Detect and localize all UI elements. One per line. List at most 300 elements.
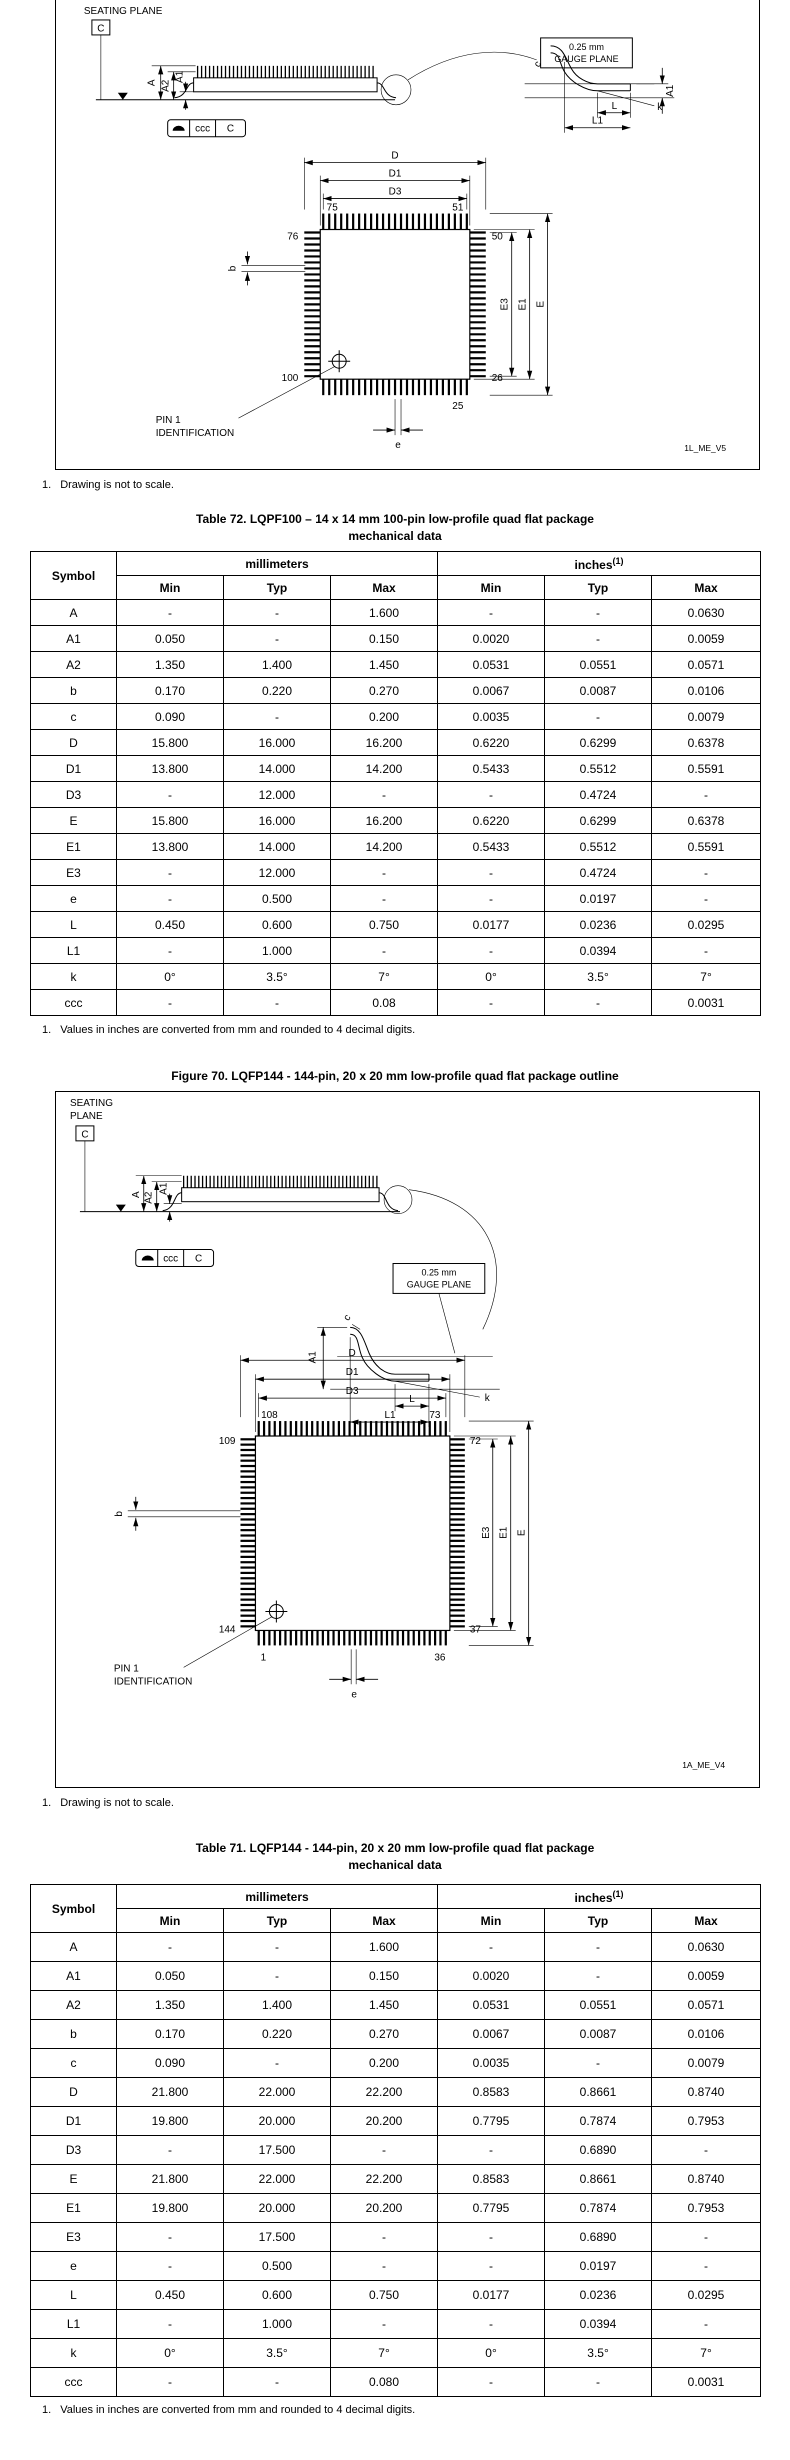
note-number: 1. bbox=[42, 479, 52, 491]
figure70-note bbox=[42, 1797, 174, 1809]
top-view bbox=[156, 151, 553, 451]
symbol-cell: b bbox=[31, 2020, 117, 2049]
dim-l1-label: L1 bbox=[384, 1410, 396, 1422]
dim-k-label: k bbox=[484, 1393, 490, 1405]
dim-d3-label: D3 bbox=[388, 186, 402, 198]
value-cell: 15.800 bbox=[117, 808, 224, 834]
top-leads bbox=[323, 214, 467, 230]
value-cell: - bbox=[117, 782, 224, 808]
lead-detail bbox=[525, 38, 677, 133]
table-row bbox=[31, 1933, 761, 1962]
symbol-cell: L1 bbox=[31, 938, 117, 964]
pin1-identification-line1: PIN 1 bbox=[155, 415, 181, 427]
value-cell: - bbox=[438, 2223, 545, 2252]
value-cell: 19.800 bbox=[117, 2107, 224, 2136]
value-cell: 0.0295 bbox=[652, 912, 761, 938]
value-cell: 17.500 bbox=[224, 2136, 331, 2165]
dim-e-label: E bbox=[535, 301, 547, 308]
value-cell: - bbox=[438, 990, 545, 1016]
value-cell: 1.000 bbox=[224, 938, 331, 964]
value-cell: - bbox=[224, 1962, 331, 1991]
value-cell: 7° bbox=[331, 2339, 438, 2368]
column-header-millimeters: millimeters bbox=[117, 1885, 438, 1909]
symbol-cell: D1 bbox=[31, 756, 117, 782]
column-header-symbol: Symbol bbox=[31, 552, 117, 600]
table-row bbox=[31, 2223, 761, 2252]
value-cell: 0.7953 bbox=[652, 2107, 761, 2136]
pin-number-1: 1 bbox=[260, 1652, 267, 1664]
table71-title-line2: mechanical data bbox=[348, 1858, 442, 1872]
table-row bbox=[31, 704, 761, 730]
value-cell: 7° bbox=[652, 964, 761, 990]
dim-a1-label: A1 bbox=[174, 70, 186, 83]
value-cell: - bbox=[545, 2368, 652, 2397]
value-cell: 0.0551 bbox=[545, 652, 652, 678]
value-cell: 0° bbox=[117, 2339, 224, 2368]
dim-d-label: D bbox=[348, 1348, 356, 1360]
table71-footnote bbox=[42, 2404, 415, 2416]
value-cell: 22.200 bbox=[331, 2078, 438, 2107]
table-row bbox=[31, 2020, 761, 2049]
table-row bbox=[31, 2368, 761, 2397]
value-cell: 0.0079 bbox=[652, 2049, 761, 2078]
symbol-cell: D3 bbox=[31, 782, 117, 808]
value-cell: 0.500 bbox=[224, 886, 331, 912]
value-cell: 0.8740 bbox=[652, 2078, 761, 2107]
flatness-callout bbox=[168, 120, 246, 137]
seating-plane-label: SEATING PLANE bbox=[83, 5, 163, 17]
symbol-cell: D3 bbox=[31, 2136, 117, 2165]
dim-l1-label: L1 bbox=[591, 115, 604, 127]
value-cell: 0.600 bbox=[224, 2281, 331, 2310]
value-cell: - bbox=[652, 2223, 761, 2252]
value-cell: 21.800 bbox=[117, 2165, 224, 2194]
figure70-title: Figure 70. LQFP144 - 144-pin, 20 x 20 mm low-profile quad flat package outline bbox=[171, 1069, 619, 1083]
flatness-callout bbox=[136, 1250, 214, 1267]
pin-number-36: 36 bbox=[434, 1652, 446, 1664]
dim-a1-detail-label: A1 bbox=[307, 1351, 319, 1364]
lqfp144-outline-drawing bbox=[56, 1092, 759, 1787]
column-header-inches: inches$^{(1)}$ bbox=[438, 1885, 761, 1909]
pin1-identification-line2: IDENTIFICATION bbox=[155, 428, 235, 440]
symbol-cell: D bbox=[31, 730, 117, 756]
dim-b-label: b bbox=[113, 1511, 125, 1517]
table71-title-line1: Table 71. LQFP144 - 144-pin, 20 x 20 mm low-profile quad flat package bbox=[195, 1841, 595, 1855]
value-cell: 0.08 bbox=[331, 990, 438, 1016]
dim-e-pitch-label: e bbox=[395, 440, 401, 452]
value-cell: 16.200 bbox=[331, 808, 438, 834]
table-row bbox=[31, 2165, 761, 2194]
value-cell: 22.200 bbox=[331, 2165, 438, 2194]
value-cell: 0.150 bbox=[331, 1962, 438, 1991]
value-cell: 0.170 bbox=[117, 678, 224, 704]
value-cell: - bbox=[117, 990, 224, 1016]
value-cell: 0.6299 bbox=[545, 730, 652, 756]
table-row bbox=[31, 782, 761, 808]
value-cell: 0.150 bbox=[331, 626, 438, 652]
column-header-min-in: Min bbox=[438, 1909, 545, 1933]
table-row bbox=[31, 912, 761, 938]
value-cell: 0.080 bbox=[331, 2368, 438, 2397]
value-cell: 0.6890 bbox=[545, 2136, 652, 2165]
value-cell: 0.0087 bbox=[545, 2020, 652, 2049]
value-cell: - bbox=[117, 2252, 224, 2281]
ccc-datum-label: C bbox=[194, 1253, 203, 1265]
value-cell: - bbox=[652, 782, 761, 808]
bottom-leads bbox=[259, 1630, 446, 1645]
value-cell: - bbox=[545, 2049, 652, 2078]
value-cell: - bbox=[652, 2252, 761, 2281]
value-cell: 1.400 bbox=[224, 1991, 331, 2020]
top-view bbox=[114, 1348, 534, 1700]
value-cell: - bbox=[438, 2368, 545, 2397]
table-row bbox=[31, 860, 761, 886]
value-cell: 0° bbox=[438, 2339, 545, 2368]
value-cell: - bbox=[545, 704, 652, 730]
symbol-cell: b bbox=[31, 678, 117, 704]
value-cell: 0.0236 bbox=[545, 2281, 652, 2310]
dim-e3-label: E3 bbox=[480, 1526, 492, 1539]
symbol-cell: A bbox=[31, 1933, 117, 1962]
value-cell: 0.200 bbox=[331, 704, 438, 730]
drawing-id: 1A_ME_V4 bbox=[682, 1760, 726, 1771]
column-header-typ-mm: Typ bbox=[224, 1909, 331, 1933]
value-cell: - bbox=[438, 1933, 545, 1962]
table-row bbox=[31, 2078, 761, 2107]
value-cell: 1.350 bbox=[117, 1991, 224, 2020]
value-cell: - bbox=[117, 2310, 224, 2339]
value-cell: 0.5433 bbox=[438, 834, 545, 860]
value-cell: - bbox=[117, 860, 224, 886]
detail-callout-circle bbox=[381, 75, 411, 105]
value-cell: - bbox=[224, 704, 331, 730]
value-cell: 0.0067 bbox=[438, 2020, 545, 2049]
value-cell: - bbox=[331, 860, 438, 886]
package-body-top bbox=[255, 1436, 449, 1630]
value-cell: - bbox=[224, 2368, 331, 2397]
lqfp144-figure-frame bbox=[55, 1091, 760, 1788]
dim-d1-label: D1 bbox=[345, 1367, 359, 1379]
pin-number-73: 73 bbox=[429, 1410, 441, 1422]
value-cell: 0.600 bbox=[224, 912, 331, 938]
symbol-cell: L bbox=[31, 2281, 117, 2310]
pin-number-76: 76 bbox=[287, 231, 299, 243]
table-row bbox=[31, 886, 761, 912]
value-cell: - bbox=[224, 600, 331, 626]
value-cell: 0.0197 bbox=[545, 886, 652, 912]
package-body-top bbox=[320, 230, 470, 380]
value-cell: - bbox=[331, 2252, 438, 2281]
table-row bbox=[31, 1991, 761, 2020]
value-cell: 16.000 bbox=[224, 730, 331, 756]
dim-l-label: L bbox=[409, 1394, 415, 1406]
right-leads bbox=[470, 233, 486, 377]
value-cell: - bbox=[652, 938, 761, 964]
dim-d1-label: D1 bbox=[388, 168, 402, 180]
dim-a-label: A bbox=[146, 79, 158, 87]
column-header-min-mm: Min bbox=[117, 576, 224, 600]
gauge-plane-label: GAUGE PLANE bbox=[554, 53, 619, 64]
footnote-text: Values in inches are converted from mm and rounded to 4 decimal digits. bbox=[60, 2404, 416, 2416]
table-row bbox=[31, 938, 761, 964]
column-header-inches: inches$^{(1)}$ bbox=[438, 552, 761, 576]
value-cell: 0.0067 bbox=[438, 678, 545, 704]
symbol-cell: E bbox=[31, 808, 117, 834]
table72-footnote bbox=[42, 1024, 415, 1036]
dim-l-label: L bbox=[611, 100, 618, 112]
symbol-cell: A2 bbox=[31, 652, 117, 678]
value-cell: - bbox=[438, 2136, 545, 2165]
value-cell: - bbox=[652, 2136, 761, 2165]
value-cell: 12.000 bbox=[224, 782, 331, 808]
value-cell: 0.7795 bbox=[438, 2194, 545, 2223]
symbol-cell: A2 bbox=[31, 1991, 117, 2020]
value-cell: 0° bbox=[438, 964, 545, 990]
drawing-id: 1L_ME_V5 bbox=[684, 443, 727, 454]
symbol-cell: ccc bbox=[31, 2368, 117, 2397]
symbol-cell: E bbox=[31, 2165, 117, 2194]
table-row bbox=[31, 2107, 761, 2136]
ccc-datum-label: C bbox=[226, 123, 235, 135]
value-cell: - bbox=[652, 860, 761, 886]
side-view-leads bbox=[184, 1176, 377, 1188]
value-cell: 0.0236 bbox=[545, 912, 652, 938]
value-cell: - bbox=[224, 990, 331, 1016]
seating-plane-symbol-icon bbox=[173, 126, 185, 131]
value-cell: 0.750 bbox=[331, 912, 438, 938]
gauge-plane-offset: 0.25 mm bbox=[569, 41, 604, 52]
pin-number-51: 51 bbox=[452, 202, 464, 214]
lqfp100-mechanical-data-table bbox=[30, 551, 761, 1016]
value-cell: 0.0020 bbox=[438, 1962, 545, 1991]
value-cell: 3.5° bbox=[224, 2339, 331, 2368]
table71-title bbox=[30, 1840, 760, 1874]
table-row bbox=[31, 2252, 761, 2281]
value-cell: 0.0059 bbox=[652, 626, 761, 652]
lead-detail bbox=[307, 1264, 499, 1428]
table-row bbox=[31, 2049, 761, 2078]
table72-title-line1: Table 72. LQPF100 – 14 x 14 mm 100-pin low-profile quad flat package bbox=[196, 512, 594, 526]
dim-b-label: b bbox=[227, 265, 239, 272]
value-cell: 0° bbox=[117, 964, 224, 990]
value-cell: 1.400 bbox=[224, 652, 331, 678]
value-cell: 0.0177 bbox=[438, 912, 545, 938]
value-cell: 3.5° bbox=[224, 964, 331, 990]
value-cell: 0.8583 bbox=[438, 2078, 545, 2107]
value-cell: 1.450 bbox=[331, 1991, 438, 2020]
footnote-number: 1. bbox=[42, 1024, 52, 1036]
value-cell: - bbox=[331, 938, 438, 964]
value-cell: - bbox=[438, 860, 545, 886]
pin-number-50: 50 bbox=[491, 231, 503, 243]
value-cell: 0.6890 bbox=[545, 2223, 652, 2252]
value-cell: 0.6220 bbox=[438, 808, 545, 834]
table-row bbox=[31, 834, 761, 860]
symbol-cell: E3 bbox=[31, 2223, 117, 2252]
symbol-cell: c bbox=[31, 2049, 117, 2078]
value-cell: 12.000 bbox=[224, 860, 331, 886]
table72-title-line2: mechanical data bbox=[348, 529, 442, 543]
top-leads bbox=[259, 1421, 446, 1436]
value-cell: 0.750 bbox=[331, 2281, 438, 2310]
value-cell: - bbox=[331, 2136, 438, 2165]
table-row bbox=[31, 2281, 761, 2310]
value-cell: 0.0295 bbox=[652, 2281, 761, 2310]
symbol-cell: k bbox=[31, 964, 117, 990]
value-cell: - bbox=[331, 2310, 438, 2339]
value-cell: - bbox=[545, 600, 652, 626]
symbol-cell: D1 bbox=[31, 2107, 117, 2136]
value-cell: - bbox=[652, 2310, 761, 2339]
value-cell: 0.0571 bbox=[652, 652, 761, 678]
value-cell: - bbox=[331, 2223, 438, 2252]
datum-c-label: C bbox=[97, 23, 105, 35]
table-row bbox=[31, 652, 761, 678]
value-cell: 20.200 bbox=[331, 2107, 438, 2136]
symbol-cell: E1 bbox=[31, 834, 117, 860]
column-header-max-mm: Max bbox=[331, 1909, 438, 1933]
table-row bbox=[31, 1962, 761, 1991]
note-number: 1. bbox=[42, 1797, 52, 1809]
note-text: Drawing is not to scale. bbox=[60, 479, 174, 491]
value-cell: 0.0394 bbox=[545, 2310, 652, 2339]
value-cell: 7° bbox=[652, 2339, 761, 2368]
value-cell: - bbox=[117, 600, 224, 626]
value-cell: 0.0630 bbox=[652, 1933, 761, 1962]
dim-a1-label: A1 bbox=[158, 1182, 170, 1195]
value-cell: 0.0031 bbox=[652, 990, 761, 1016]
pin1-identification-line2: IDENTIFICATION bbox=[113, 1676, 193, 1688]
table-row bbox=[31, 2194, 761, 2223]
value-cell: - bbox=[117, 886, 224, 912]
dim-e-label: E bbox=[516, 1529, 528, 1537]
value-cell: 0.0197 bbox=[545, 2252, 652, 2281]
pin-number-26: 26 bbox=[491, 373, 503, 385]
value-cell: 15.800 bbox=[117, 730, 224, 756]
value-cell: 16.000 bbox=[224, 808, 331, 834]
value-cell: 0.170 bbox=[117, 2020, 224, 2049]
seating-plane-symbol-icon bbox=[142, 1256, 154, 1261]
value-cell: 14.200 bbox=[331, 756, 438, 782]
value-cell: - bbox=[545, 990, 652, 1016]
symbol-cell: k bbox=[31, 2339, 117, 2368]
value-cell: 0.0531 bbox=[438, 1991, 545, 2020]
seating-plane-label-line2: PLANE bbox=[69, 1110, 103, 1122]
figure-note bbox=[42, 479, 174, 491]
table-row bbox=[31, 2310, 761, 2339]
column-header-symbol: Symbol bbox=[31, 1885, 117, 1933]
value-cell: 0.8740 bbox=[652, 2165, 761, 2194]
value-cell: 0.0571 bbox=[652, 1991, 761, 2020]
header-row-groups bbox=[31, 1885, 761, 1909]
dim-c-label: c bbox=[532, 59, 544, 70]
value-cell: 0.0177 bbox=[438, 2281, 545, 2310]
column-header-max-in: Max bbox=[652, 576, 761, 600]
package-body-side bbox=[182, 1188, 379, 1202]
header-row-groups bbox=[31, 552, 761, 576]
datum-triangle-icon bbox=[118, 93, 128, 100]
left-leads bbox=[304, 233, 320, 377]
value-cell: 3.5° bbox=[545, 964, 652, 990]
value-cell: 0.0035 bbox=[438, 704, 545, 730]
side-view bbox=[84, 6, 537, 110]
value-cell: - bbox=[438, 2252, 545, 2281]
value-cell: 0.0035 bbox=[438, 2049, 545, 2078]
lqfp100-figure-frame bbox=[55, 0, 760, 470]
ccc-tolerance-label: ccc bbox=[163, 1253, 179, 1265]
symbol-cell: E3 bbox=[31, 860, 117, 886]
value-cell: 20.000 bbox=[224, 2194, 331, 2223]
column-header-millimeters: millimeters bbox=[117, 552, 438, 576]
symbol-cell: L1 bbox=[31, 2310, 117, 2339]
value-cell: 1.450 bbox=[331, 652, 438, 678]
table-row bbox=[31, 2136, 761, 2165]
ccc-tolerance-label: ccc bbox=[195, 123, 211, 135]
value-cell: 0.5591 bbox=[652, 756, 761, 782]
dim-e1-label: E1 bbox=[498, 1526, 510, 1539]
value-cell: 22.000 bbox=[224, 2078, 331, 2107]
value-cell: - bbox=[224, 1933, 331, 1962]
pin-number-75: 75 bbox=[326, 202, 338, 214]
value-cell: 0.270 bbox=[331, 678, 438, 704]
value-cell: - bbox=[438, 938, 545, 964]
pin-number-109: 109 bbox=[218, 1435, 236, 1447]
value-cell: 0.220 bbox=[224, 678, 331, 704]
value-cell: 0.0087 bbox=[545, 678, 652, 704]
value-cell: 0.220 bbox=[224, 2020, 331, 2049]
column-header-typ-in: Typ bbox=[545, 576, 652, 600]
value-cell: 0.090 bbox=[117, 704, 224, 730]
value-cell: 0.0630 bbox=[652, 600, 761, 626]
value-cell: 0.050 bbox=[117, 626, 224, 652]
value-cell: - bbox=[224, 626, 331, 652]
footnote-text: Values in inches are converted from mm and rounded to 4 decimal digits. bbox=[60, 1024, 416, 1036]
value-cell: 0.500 bbox=[224, 2252, 331, 2281]
value-cell: 0.5512 bbox=[545, 756, 652, 782]
column-header-max-mm: Max bbox=[331, 576, 438, 600]
value-cell: 0.0079 bbox=[652, 704, 761, 730]
value-cell: - bbox=[117, 2136, 224, 2165]
symbol-cell: E1 bbox=[31, 2194, 117, 2223]
value-cell: - bbox=[331, 782, 438, 808]
gauge-plane-label: GAUGE PLANE bbox=[406, 1279, 472, 1290]
value-cell: 0.200 bbox=[331, 2049, 438, 2078]
value-cell: 0.8583 bbox=[438, 2165, 545, 2194]
pin-number-144: 144 bbox=[218, 1624, 236, 1636]
value-cell: 0.5512 bbox=[545, 834, 652, 860]
value-cell: 20.200 bbox=[331, 2194, 438, 2223]
value-cell: 0.0059 bbox=[652, 1962, 761, 1991]
side-view bbox=[70, 1098, 497, 1329]
pin-number-72: 72 bbox=[469, 1435, 481, 1447]
value-cell: 0.8661 bbox=[545, 2078, 652, 2107]
dim-a-label: A bbox=[130, 1191, 142, 1199]
bottom-leads bbox=[323, 379, 467, 395]
dim-k-label: k bbox=[657, 101, 663, 113]
value-cell: - bbox=[545, 626, 652, 652]
table-row bbox=[31, 678, 761, 704]
dim-d3-label: D3 bbox=[345, 1386, 359, 1398]
value-cell: 0.4724 bbox=[545, 782, 652, 808]
value-cell: 0.7795 bbox=[438, 2107, 545, 2136]
value-cell: 0.450 bbox=[117, 2281, 224, 2310]
table-row bbox=[31, 2339, 761, 2368]
dim-a1-detail-label: A1 bbox=[665, 84, 677, 97]
column-header-min-in: Min bbox=[438, 576, 545, 600]
value-cell: - bbox=[117, 938, 224, 964]
detail-callout-circle bbox=[384, 1186, 412, 1214]
value-cell: 22.000 bbox=[224, 2165, 331, 2194]
